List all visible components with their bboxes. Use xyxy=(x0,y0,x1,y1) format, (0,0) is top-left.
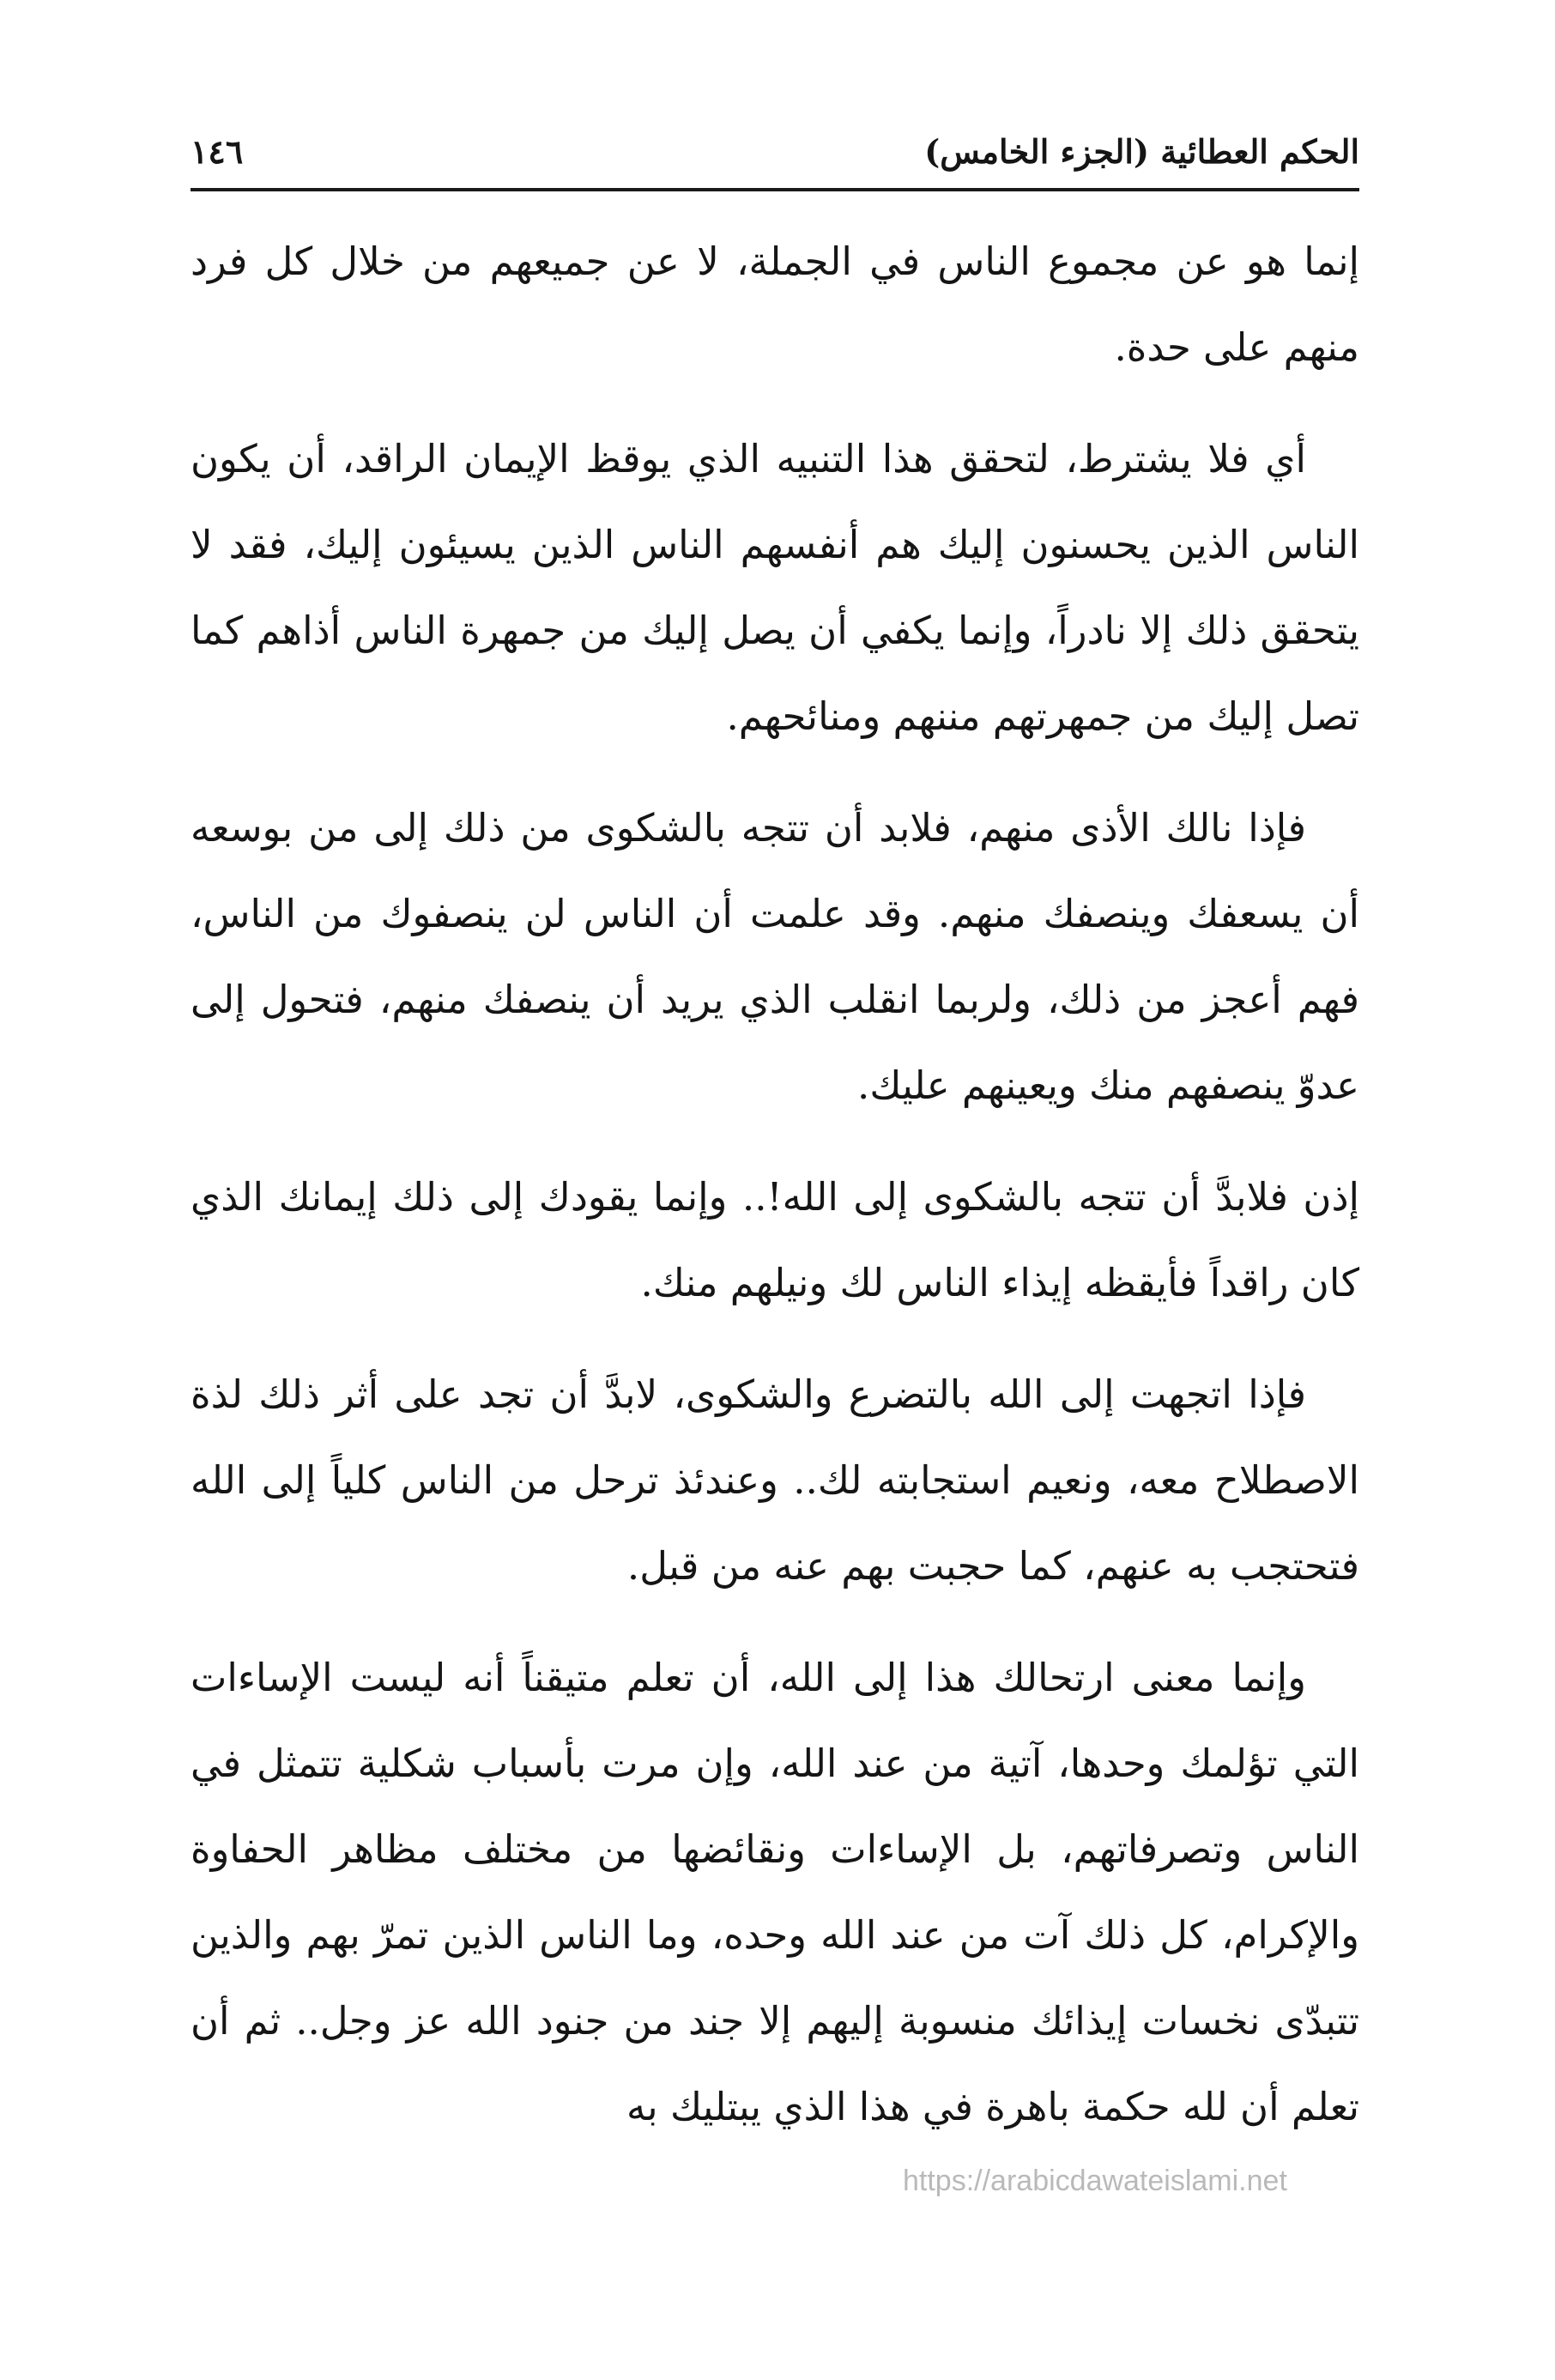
source-url-watermark: https://arabicdawateislami.net xyxy=(903,2165,1287,2197)
paragraph-3: فإذا نالك الأذى منهم، فلابد أن تتجه بالشكوى من ذلك إلى من بوسعه أن يسعفك وينصفك منهم. وقد علمت أن الناس لن ينصفوك من الناس، فهم أعجز من ذلك، ولربما انقلب الذي يريد أن ينصفك منهم، فتحول إلى عدوّ ينصفهم منك ويعينهم عليك. xyxy=(191,805,1359,1108)
header-rule xyxy=(191,188,1359,191)
paragraph-1: إنما هو عن مجموع الناس في الجملة، لا عن جميعهم من خلال كل فرد منهم على حدة. xyxy=(191,239,1359,370)
paragraph-4: إذن فلابدَّ أن تتجه بالشكوى إلى الله!.. وإنما يقودك إلى ذلك إيمانك الذي كان راقداً فأيقظه إيذاء الناس لك ونيلهم منك. xyxy=(191,1174,1359,1305)
paragraph-6: وإنما معنى ارتحالك هذا إلى الله، أن تعلم متيقناً أنه ليست الإساءات التي تؤلمك وحدها، آتية من عند الله، وإن مرت بأسباب شكلية تتمثل في الناس وتصرفاتهم، بل الإساءات ونقائضها من مختلف مظاهر الحفاوة والإكرام، كل ذلك آت من عند الله وحده، وما الناس الذين تمرّ بهم والذين تتبدّى نخسات إيذائك منسوبة إليهم إلا جند من جنود الله عز وجل.. ثم أن تعلم أن لله حكمة باهرة في هذا الذي يبتليك به xyxy=(191,1655,1359,2129)
header-title: الحكم العطائية (الجزء الخامس) xyxy=(924,132,1359,171)
running-header xyxy=(191,127,1359,180)
page-number: ١٤٦ xyxy=(191,132,244,171)
paragraph-5: فإذا اتجهت إلى الله بالتضرع والشكوى، لابدَّ أن تجد على أثر ذلك لذة الاصطلاح معه، ونعيم استجابته لك.. وعندئذ ترحل من الناس كلياً إلى الله فتحتجب به عنهم، كما حجبت بهم عنه من قبل. xyxy=(191,1372,1359,1589)
body-text xyxy=(191,219,1359,2176)
paragraph-2: أي فلا يشترط، لتحقق هذا التنبيه الذي يوقظ الإيمان الراقد، أن يكون الناس الذين يحسنون إليك هم أنفسهم الناس الذين يسيئون إليك، فقد لا يتحقق ذلك إلا نادراً، وإنما يكفي أن يصل إليك من جمهرة الناس أذاهم كما تصل إليك من جمهرتهم مننهم ومنائحهم. xyxy=(191,436,1359,739)
